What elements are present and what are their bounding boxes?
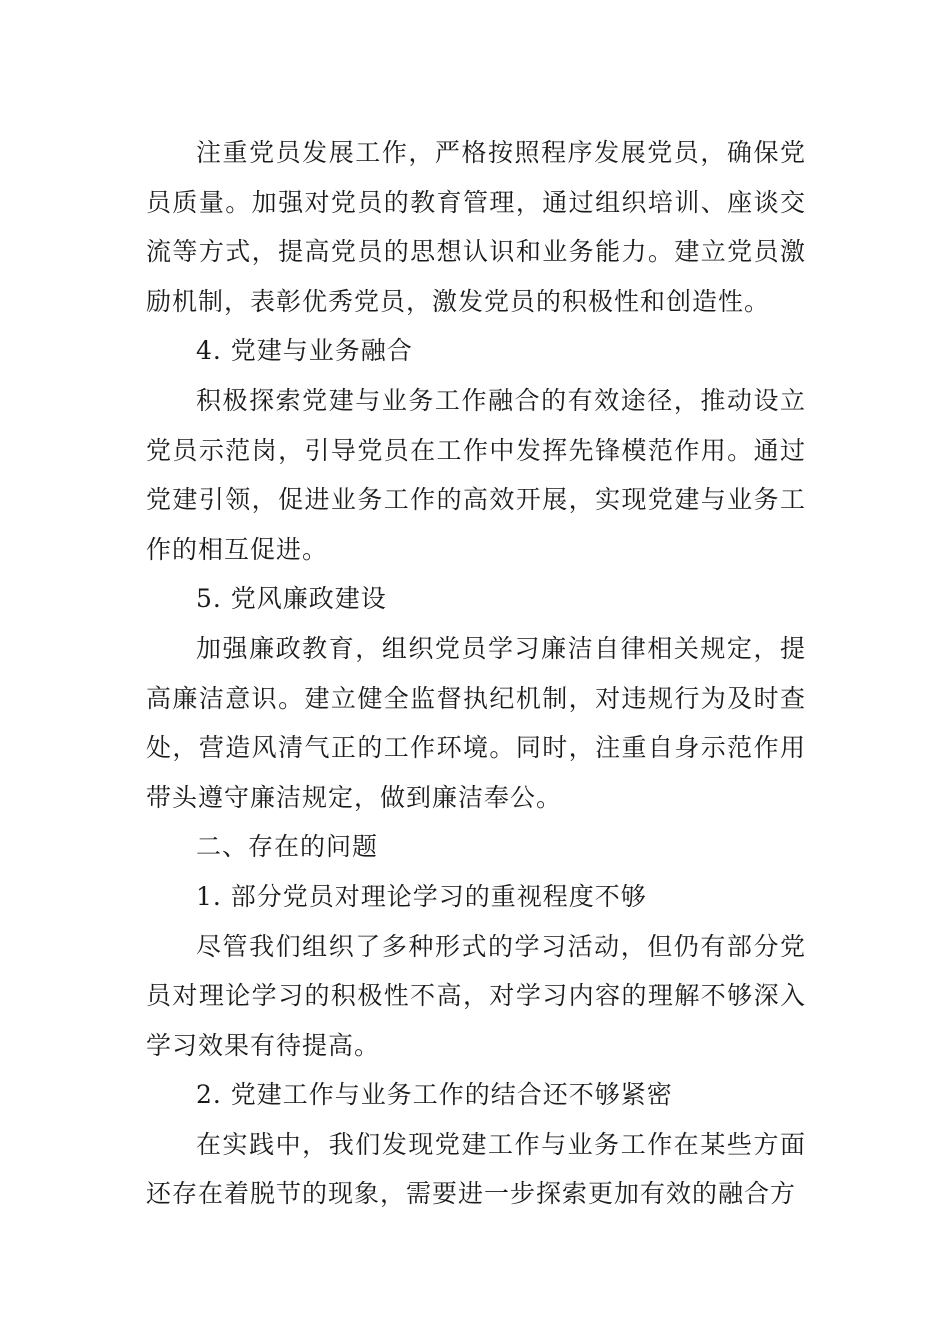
paragraph-problem-1: 尽管我们组织了多种形式的学习活动，但仍有部分党员对理论学习的积极性不高，对学习内容的理解不够深入学习效果有待提高。 xyxy=(146,931,806,1060)
heading-problem-1: 1. 部分党员对理论学习的重视程度不够 xyxy=(196,881,647,911)
heading-integrity-building: 5. 党风廉政建设 xyxy=(196,584,387,614)
heading-party-business-integration: 4. 党建与业务融合 xyxy=(196,336,413,366)
paragraph-party-business-integration: 积极探索党建与业务工作融合的有效途径，推动设立党员示范岗，引导党员在工作中发挥先锋模范作用。通过党建引领，促进业务工作的高效开展，实现党建与业务工作的相互促进。 xyxy=(146,385,806,564)
heading-existing-problems: 二、存在的问题 xyxy=(196,832,379,862)
document-body xyxy=(146,128,806,1219)
paragraph-problem-2: 在实践中，我们发现党建工作与业务工作在某些方面还存在着脱节的现象，需要进一步探索更加有效的融合方 xyxy=(146,1129,806,1209)
heading-problem-2: 2. 党建工作与业务工作的结合还不够紧密 xyxy=(196,1080,673,1110)
paragraph-party-member-development: 注重党员发展工作，严格按照程序发展党员，确保党员质量。加强对党员的教育管理，通过组织培训、座谈交流等方式，提高党员的思想认识和业务能力。建立党员激励机制，表彰优秀党员，激发党员的积极性和创造性。 xyxy=(146,138,806,316)
paragraph-integrity-building: 加强廉政教育，组织党员学习廉洁自律相关规定，提高廉洁意识。建立健全监督执纪机制，对违规行为及时查处，营造风清气正的工作环境。同时，注重自身示范作用带头遵守廉洁规定，做到廉洁奉公。 xyxy=(146,633,806,812)
